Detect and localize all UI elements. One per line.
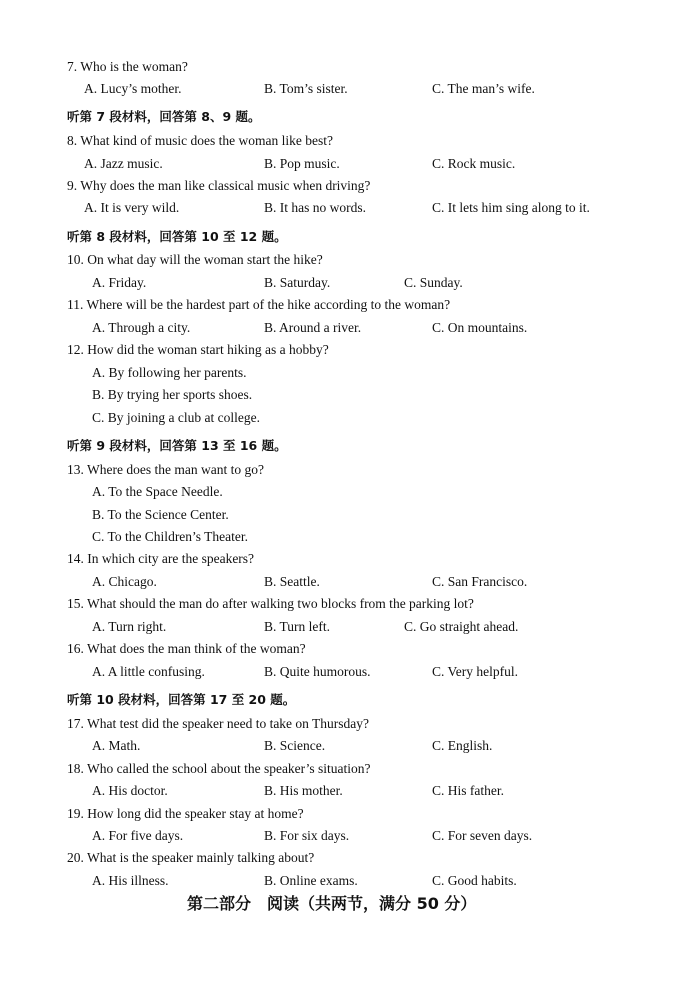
question-17-option-c: C. English.	[432, 738, 493, 753]
question-8-stem: 8. What kind of music does the woman like best?	[67, 133, 333, 148]
question-10-option-b: B. Saturday.	[264, 275, 331, 290]
question-11-option-a: A. Through a city.	[92, 320, 191, 335]
section-heading-10: 听第 10 段材料，回答第 17 至 20 题。	[67, 692, 296, 707]
question-10-stem: 10. On what day will the woman start the hike?	[67, 252, 323, 267]
question-15-stem: 15. What should the man do after walking two blocks from the parking lot?	[67, 596, 474, 611]
question-19-option-b: B. For six days.	[264, 828, 350, 843]
question-16-option-a: A. A little confusing.	[92, 664, 205, 679]
question-20-stem: 20. What is the speaker mainly talking about?	[67, 850, 315, 865]
question-10-option-a: A. Friday.	[92, 275, 147, 290]
question-14-option-a: A. Chicago.	[92, 574, 157, 589]
section-heading-7: 听第 7 段材料，回答第 8、9 题。	[67, 109, 261, 124]
question-13-option-c: C. To the Children’s Theater.	[92, 529, 249, 544]
question-15-option-a: A. Turn right.	[92, 619, 167, 634]
question-8-option-a: A. Jazz music.	[84, 156, 163, 171]
question-11-option-b: B. Around a river.	[264, 320, 362, 335]
section-heading-8: 听第 8 段材料，回答第 10 至 12 题。	[67, 229, 287, 244]
question-12-stem: 12. How did the woman start hiking as a hobby?	[67, 342, 329, 357]
question-13-stem: 13. Where does the man want to go?	[67, 462, 264, 477]
question-19-option-c: C. For seven days.	[432, 828, 533, 843]
question-10-option-c: C. Sunday.	[404, 275, 463, 290]
question-18-option-c: C. His father.	[432, 783, 504, 798]
question-11-stem: 11. Where will be the hardest part of the hike according to the woman?	[67, 297, 451, 312]
question-20-option-b: B. Online exams.	[264, 873, 358, 888]
question-17-option-a: A. Math.	[92, 738, 141, 753]
question-15-option-c: C. Go straight ahead.	[404, 619, 519, 634]
question-7-option-a: A. Lucy’s mother.	[84, 81, 182, 96]
question-18-option-a: A. His doctor.	[92, 783, 168, 798]
question-14-option-c: C. San Francisco.	[432, 574, 528, 589]
question-9-stem: 9. Why does the man like classical music when driving?	[67, 178, 371, 193]
question-17-stem: 17. What test did the speaker need to take on Thursday?	[67, 716, 370, 731]
question-16-option-b: B. Quite humorous.	[264, 664, 371, 679]
question-9-option-a: A. It is very wild.	[84, 200, 180, 215]
question-13-option-a: A. To the Space Needle.	[92, 484, 223, 499]
question-7-option-c: C. The man’s wife.	[432, 81, 535, 96]
question-7-option-b: B. Tom’s sister.	[264, 81, 348, 96]
section-heading-9: 听第 9 段材料，回答第 13 至 16 题。	[67, 438, 287, 453]
question-20-option-a: A. His illness.	[92, 873, 169, 888]
question-9-option-c: C. It lets him sing along to it.	[432, 200, 590, 215]
question-18-stem: 18. Who called the school about the speaker’s situation?	[67, 761, 371, 776]
question-12-option-c: C. By joining a club at college.	[92, 410, 260, 425]
question-15-option-b: B. Turn left.	[264, 619, 331, 634]
question-14-option-b: B. Seattle.	[264, 574, 320, 589]
question-8-option-c: C. Rock music.	[432, 156, 516, 171]
question-19-stem: 19. How long did the speaker stay at home?	[67, 806, 304, 821]
part-two-title: 第二部分 阅读（共两节，满分 50 分）	[187, 894, 477, 913]
question-9-option-b: B. It has no words.	[264, 200, 366, 215]
question-12-option-b: B. By trying her sports shoes.	[92, 387, 253, 402]
question-14-stem: 14. In which city are the speakers?	[67, 551, 255, 566]
question-12-option-a: A. By following her parents.	[92, 365, 247, 380]
question-19-option-a: A. For five days.	[92, 828, 184, 843]
question-13-option-b: B. To the Science Center.	[92, 507, 229, 522]
question-17-option-b: B. Science.	[264, 738, 326, 753]
question-7-stem: 7. Who is the woman?	[67, 59, 188, 74]
question-8-option-b: B. Pop music.	[264, 156, 340, 171]
question-16-option-c: C. Very helpful.	[432, 664, 518, 679]
question-18-option-b: B. His mother.	[264, 783, 343, 798]
question-11-option-c: C. On mountains.	[432, 320, 528, 335]
question-20-option-c: C. Good habits.	[432, 873, 517, 888]
question-16-stem: 16. What does the man think of the woman?	[67, 641, 306, 656]
